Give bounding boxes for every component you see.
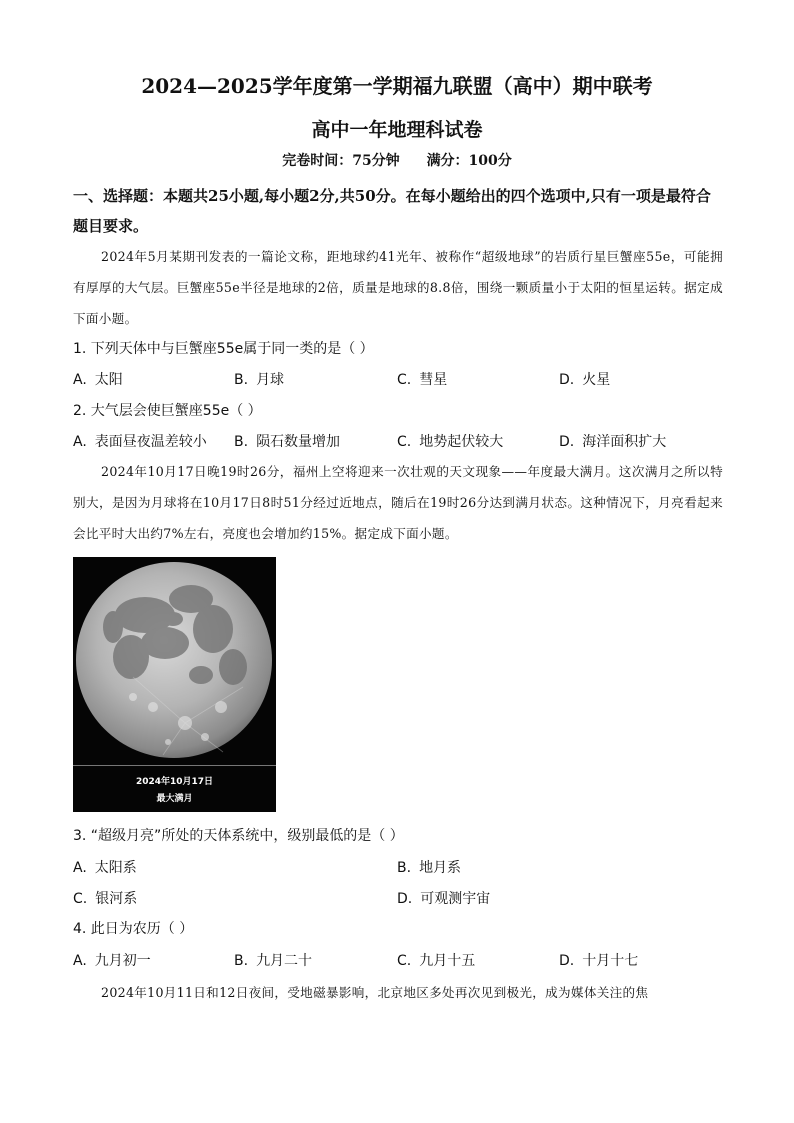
exam-time: 完卷时间：75分钟 [282,153,400,169]
question-1-stem: 1. 下列天体中与巨蟹座55e属于同一类的是（ ） [73,341,374,357]
option-text: 海洋面积扩大 [582,434,667,450]
option-text: 九月二十 [256,953,313,969]
q1-option-c [397,370,447,390]
option-letter: C. [397,372,412,388]
option-letter: D. [559,953,575,969]
option-letter: B. [234,372,249,388]
option-letter: D. [559,434,575,450]
option-letter: D. [559,372,575,388]
q2-option-a [73,432,207,452]
exam-meta [0,150,794,170]
option-text: 十月十七 [582,953,639,969]
full-moon-image [73,557,276,812]
option-text: 月球 [256,372,285,388]
question-2-stem: 2. 大气层会使巨蟹座55e（ ） [73,403,262,419]
q2-option-d [559,432,666,452]
q1-option-d [559,370,610,390]
q1-option-a [73,370,123,390]
option-letter: B. [234,953,249,969]
option-text: 太阳 [94,372,123,388]
figure-caption-label: 最大满月 [156,794,193,804]
option-letter: C. [397,953,412,969]
option-letter: A. [73,434,87,450]
moon-illustration [73,557,276,812]
caption-divider [73,765,276,766]
option-text: 九月十五 [419,953,476,969]
option-letter: B. [397,860,412,876]
option-text: 陨石数量增加 [256,434,341,450]
q1-option-b [234,370,284,390]
q3-option-d [397,889,490,909]
question-4-stem: 4. 此日为农历（ ） [73,921,194,937]
option-text: 太阳系 [94,860,137,876]
option-letter: A. [73,953,87,969]
q3-option-a [73,858,137,878]
exam-subtitle: 高中一年地理科试卷 [311,119,483,141]
q4-option-a [73,951,151,971]
option-text: 彗星 [419,372,448,388]
option-text: 地势起伏较大 [419,434,504,450]
option-text: 银河系 [95,891,138,907]
section-heading: 一、选择题：本题共25小题,每小题2分,共50分。在每小题给出的四个选项中,只有一项是最符合题目要求。 [73,187,711,235]
passage-1: 2024年5月某期刊发表的一篇论文称，距地球约41光年、被称作“超级地球”的岩质行星巨蟹座55e，可能拥有厚厚的大气层。巨蟹座55e半径是地球的2倍，质量是地球的8.8倍，围绕一颗质量小于太阳的恒星运转。据定成下面小题。 [73,249,723,326]
q2-option-c [397,432,503,452]
q4-option-d [559,951,638,971]
q4-option-c [397,951,475,971]
option-letter: B. [234,434,249,450]
option-text: 九月初一 [94,953,151,969]
q4-option-b [234,951,312,971]
option-letter: C. [73,891,88,907]
q3-option-b [397,858,461,878]
passage-2: 2024年10月17日晚19时26分，福州上空将迎来一次壮观的天文现象——年度最大满月。这次满月之所以特别大，是因为月球将在10月17日8时51分经过近地点，随后在19时26分达到满月状态。这种情况下，月亮看起来会比平时大出约7%左右，亮度也会增加约15%。据定成下面小题。 [73,464,723,541]
q2-option-b [234,432,340,452]
option-text: 火星 [582,372,611,388]
option-text: 可观测宇宙 [420,891,491,907]
option-text: 表面昼夜温差较小 [94,434,207,450]
passage-3: 2024年10月11日和12日夜间，受地磁暴影响，北京地区多处再次见到极光，成为媒体关注的焦 [101,985,649,1000]
figure-caption-date: 2024年10月17日 [135,777,214,787]
q3-option-c [73,889,137,909]
question-3-stem: 3. “超级月亮”所处的天体系统中，级别最低的是（ ） [73,828,404,844]
option-letter: D. [397,891,413,907]
option-letter: A. [73,372,87,388]
exam-title: 2024—2025学年度第一学期福九联盟（高中）期中联考 [141,74,653,98]
option-letter: A. [73,860,87,876]
exam-score: 满分：100分 [426,153,512,169]
option-letter: C. [397,434,412,450]
option-text: 地月系 [419,860,462,876]
